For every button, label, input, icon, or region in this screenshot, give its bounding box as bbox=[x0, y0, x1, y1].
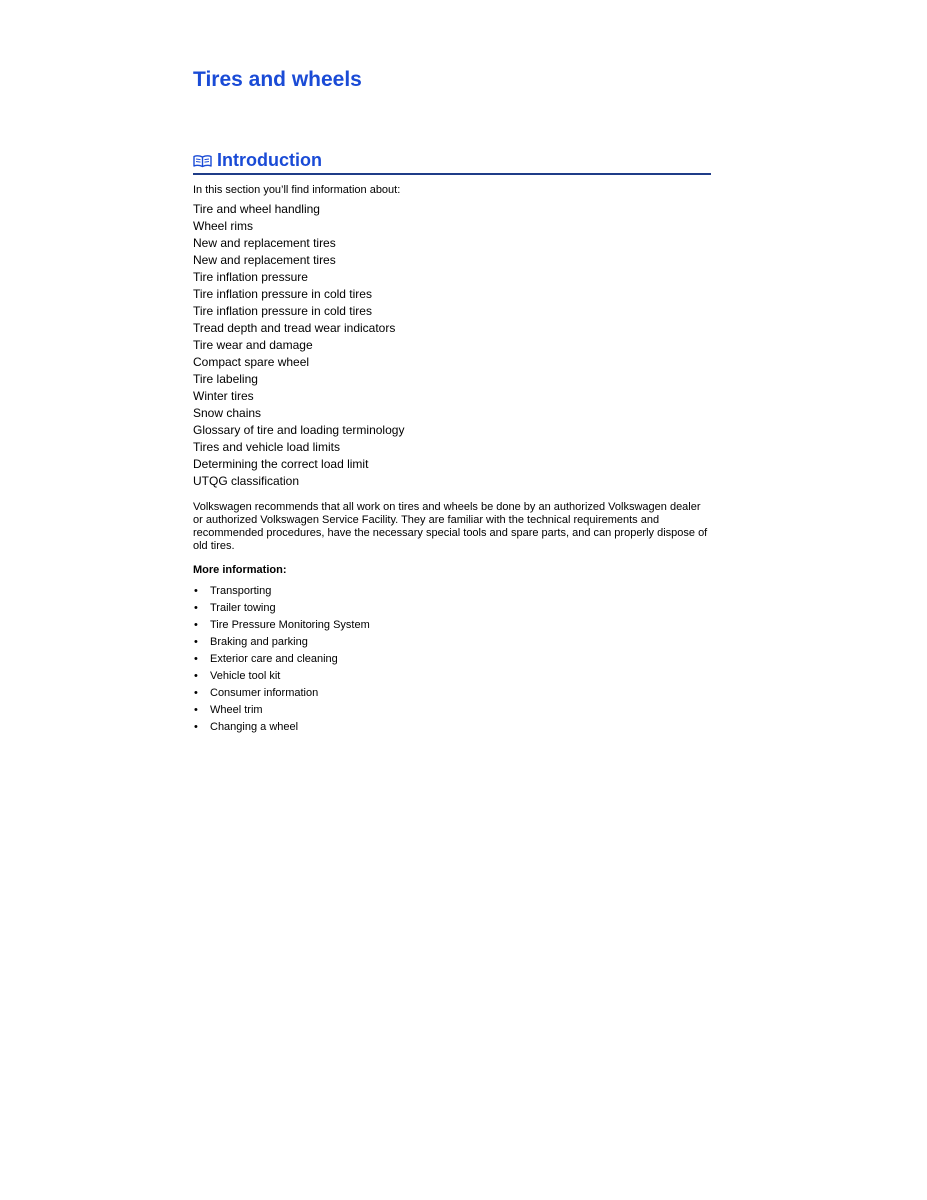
topic-item[interactable]: UTQG classification bbox=[193, 474, 300, 488]
section-title: Introduction bbox=[217, 150, 322, 170]
topic-item[interactable]: Compact spare wheel bbox=[193, 355, 310, 369]
book-icon bbox=[193, 154, 212, 168]
more-info-list bbox=[193, 583, 370, 736]
more-info-label: Wheel trim bbox=[210, 704, 263, 716]
more-info-item[interactable] bbox=[193, 651, 370, 668]
bullet-icon: • bbox=[194, 636, 198, 648]
topic-item[interactable]: Glossary of tire and loading terminology bbox=[193, 423, 405, 437]
bullet-icon: • bbox=[194, 670, 198, 682]
more-info-heading: More information: bbox=[193, 564, 287, 576]
more-info-label: Transporting bbox=[210, 585, 272, 597]
topic-item[interactable]: Tire labeling bbox=[193, 372, 258, 386]
section-header bbox=[193, 149, 711, 175]
more-info-item[interactable] bbox=[193, 600, 370, 617]
more-info-item[interactable] bbox=[193, 719, 370, 736]
bullet-icon: • bbox=[194, 687, 198, 699]
topic-item[interactable]: Determining the correct load limit bbox=[193, 457, 369, 471]
topic-item[interactable]: Tire and wheel handling bbox=[193, 202, 320, 216]
topic-item[interactable]: New and replacement tires bbox=[193, 236, 336, 250]
recommendation-paragraph: Volkswagen recommends that all work on tires and wheels be done by an authorized Volkswagen dealer or authorized Volkswagen Service Facility. They are familiar with the technical requirements and recommended procedures, have the necessary special tools and spare parts, and can properly dispose of old tires. bbox=[193, 501, 708, 552]
topic-list bbox=[193, 201, 404, 490]
topic-item[interactable]: Tread depth and tread wear indicators bbox=[193, 321, 396, 335]
bullet-icon: • bbox=[194, 585, 198, 597]
bullet-icon: • bbox=[194, 653, 198, 665]
more-info-label: Braking and parking bbox=[210, 636, 308, 648]
chapter-title: Tires and wheels bbox=[193, 68, 362, 91]
more-info-label: Consumer information bbox=[210, 687, 319, 699]
bullet-icon: • bbox=[194, 602, 198, 614]
more-info-label: Changing a wheel bbox=[210, 721, 299, 733]
topic-item[interactable]: Snow chains bbox=[193, 406, 262, 420]
intro-text: In this section you’ll find information about: bbox=[193, 184, 401, 196]
more-info-item[interactable] bbox=[193, 617, 370, 634]
topic-item[interactable]: New and replacement tires bbox=[193, 253, 336, 267]
more-info-item[interactable] bbox=[193, 685, 370, 702]
more-info-item[interactable] bbox=[193, 583, 370, 600]
more-info-label: Tire Pressure Monitoring System bbox=[210, 619, 370, 631]
more-info-item[interactable] bbox=[193, 668, 370, 685]
topic-item[interactable]: Wheel rims bbox=[193, 219, 254, 233]
more-info-item[interactable] bbox=[193, 634, 370, 651]
topic-item[interactable]: Tire inflation pressure in cold tires bbox=[193, 287, 372, 301]
bullet-icon: • bbox=[194, 721, 198, 733]
bullet-icon: • bbox=[194, 619, 198, 631]
more-info-label: Trailer towing bbox=[210, 602, 276, 614]
more-info-label: Exterior care and cleaning bbox=[210, 653, 338, 665]
topic-item[interactable]: Tire inflation pressure bbox=[193, 270, 308, 284]
topic-item[interactable]: Winter tires bbox=[193, 389, 254, 403]
topic-item[interactable]: Tire wear and damage bbox=[193, 338, 313, 352]
topic-item[interactable]: Tires and vehicle load limits bbox=[193, 440, 340, 454]
more-info-item[interactable] bbox=[193, 702, 370, 719]
bullet-icon: • bbox=[194, 704, 198, 716]
more-info-label: Vehicle tool kit bbox=[210, 670, 281, 682]
topic-item[interactable]: Tire inflation pressure in cold tires bbox=[193, 304, 372, 318]
